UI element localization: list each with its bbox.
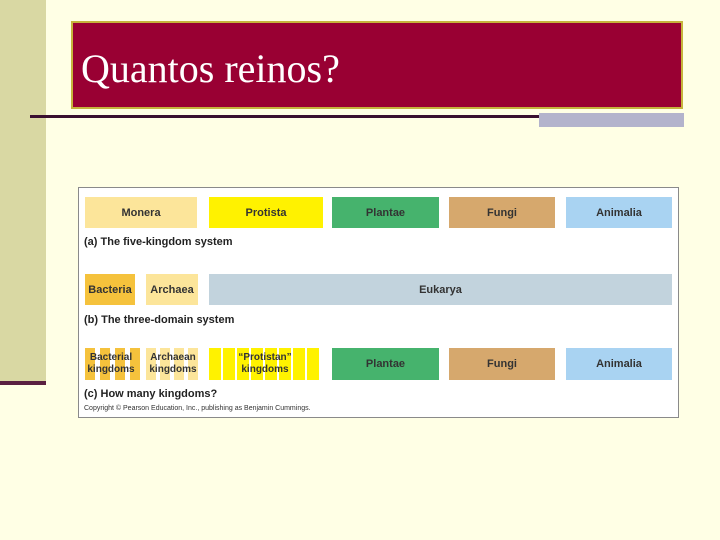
box-monera: Monera [85, 197, 197, 228]
box-plantae-c: Plantae [332, 348, 439, 380]
box-protista: Protista [209, 197, 323, 228]
kingdoms-figure [78, 187, 679, 418]
side-band-rule [0, 381, 46, 385]
label-protistan-kingdoms: “Protistan” kingdoms [238, 352, 292, 375]
copyright-notice: Copyright © Pearson Education, Inc., publishing as Benjamin Cummings. [84, 405, 311, 412]
box-archaea: Archaea [146, 274, 198, 305]
caption-three-domain: (b) The three-domain system [84, 314, 235, 326]
title-box [71, 21, 683, 109]
box-eukarya: Eukarya [209, 274, 672, 305]
box-fungi-c: Fungi [449, 348, 555, 380]
label-bacterial-kingdoms: Bacterial kingdoms [87, 352, 135, 375]
caption-five-kingdom: (a) The five-kingdom system [84, 236, 233, 248]
caption-many-kingdoms: (c) How many kingdoms? [84, 388, 218, 400]
box-fungi: Fungi [449, 197, 555, 228]
box-animalia: Animalia [566, 197, 672, 228]
label-archaean-kingdoms: Archaean kingdoms [149, 352, 197, 375]
box-animalia-c: Animalia [566, 348, 672, 380]
side-band [0, 0, 46, 385]
box-plantae: Plantae [332, 197, 439, 228]
box-bacteria: Bacteria [85, 274, 135, 305]
slide-title: Quantos reinos? [81, 46, 340, 91]
title-rule-accent [539, 113, 684, 127]
